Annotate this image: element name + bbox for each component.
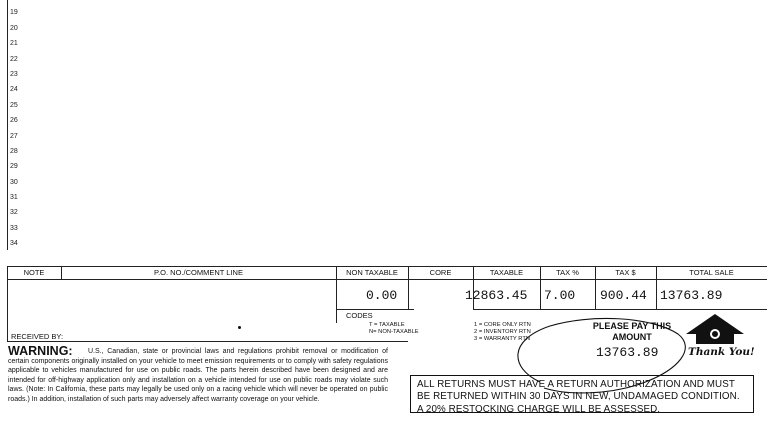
returns-notice [410, 375, 754, 413]
code-warranty: 3 = WARRANTY RTN [474, 336, 531, 342]
value-core-taxable: 12863.45 [465, 288, 528, 303]
received-bottom-border [7, 341, 408, 342]
code-inventory: 2 = INVENTORY RTN [474, 329, 531, 335]
received-by-label: RECEIVED BY: [11, 332, 64, 341]
line-number: 23 [10, 70, 18, 78]
header-po-comment: P.O. NO./COMMENT LINE [154, 268, 243, 277]
codes-label: CODES [346, 311, 373, 320]
header-taxable: TAXABLE [489, 268, 524, 277]
header-bottom-border [7, 279, 767, 280]
line-row [0, 207, 767, 222]
line-row [0, 0, 767, 7]
header-non-taxable: NON TAXABLE [346, 268, 398, 277]
line-number: 24 [10, 86, 18, 94]
line-row [0, 84, 767, 99]
please-pay-label: PLEASE PAY THIS AMOUNT [592, 321, 672, 342]
line-number: 21 [10, 40, 18, 48]
line-row [0, 238, 767, 253]
header-note: NOTE [23, 268, 45, 277]
line-number: 20 [10, 24, 18, 32]
line-number: 26 [10, 117, 18, 125]
value-tax-dollar: 900.44 [600, 288, 647, 303]
line-row [0, 115, 767, 130]
line-number: 32 [10, 209, 18, 217]
line-row [0, 23, 767, 38]
code-non-taxable: N= NON-TAXABLE [369, 329, 419, 335]
code-core-only: 1 = CORE ONLY RTN [474, 322, 531, 328]
code-taxable: T = TAXABLE [369, 322, 405, 328]
line-row [0, 54, 767, 69]
value-non-taxable: 0.00 [366, 288, 398, 303]
line-row [0, 146, 767, 161]
thank-you-text: Thank You! [688, 346, 755, 358]
line-row [0, 7, 767, 22]
warning-title: WARNING: [8, 344, 73, 358]
header-tax-percent: TAX % [556, 268, 579, 277]
codes-top-border [336, 309, 414, 310]
ink-dot [238, 326, 241, 329]
line-row [0, 131, 767, 146]
line-number: 25 [10, 101, 18, 109]
amount-due: 13763.89 [596, 345, 659, 360]
line-number: 31 [10, 194, 18, 202]
line-row [0, 69, 767, 84]
line-row [0, 192, 767, 207]
line-number: 22 [10, 55, 18, 63]
house-logo-icon [684, 312, 746, 346]
line-row [0, 223, 767, 238]
line-number: 27 [10, 132, 18, 140]
line-number: 30 [10, 178, 18, 186]
header-total-sale: TOTAL SALE [689, 268, 734, 277]
line-row [0, 177, 767, 192]
line-number: 33 [10, 224, 18, 232]
value-tax-percent: 7.00 [544, 288, 576, 303]
header-core: CORE [429, 268, 452, 277]
warning-body: U.S., Canadian, state or provincial laws and regulations prohibit removal or modification of certain components originally installed on your vehicle to meet emission requirements or to comply with safety regulations applicable to vehicles manufactured for use on public roads. The parts herein described have been designed and are intended for off-highway application only and installation on a vehicle intended for use on public roads may violate such laws. (Note: In California, these parts may legally be used only on a racing vehicle which will never be operated on public roads.) In addition, installation of such parts may adversely affect warranty coverage on your vehicle. [8, 348, 388, 403]
line-row [0, 38, 767, 53]
line-number: 19 [10, 9, 18, 17]
line-number: 34 [10, 240, 18, 248]
line-row [0, 100, 767, 115]
line-row [0, 161, 767, 176]
header-tax-dollar: TAX $ [615, 268, 636, 277]
value-total-sale: 13763.89 [660, 288, 723, 303]
left-margin-line [7, 0, 8, 250]
line-number: 28 [10, 147, 18, 155]
line-number [10, 0, 18, 1]
returns-notice-text: ALL RETURNS MUST HAVE A RETURN AUTHORIZATION AND MUST BE RETURNED WITHIN 30 DAYS IN NEW, UNDAMAGED CONDITION. A 20% RESTOCKING CHARGE WILL BE ASSESSED. [417, 379, 740, 415]
line-number: 29 [10, 163, 18, 171]
